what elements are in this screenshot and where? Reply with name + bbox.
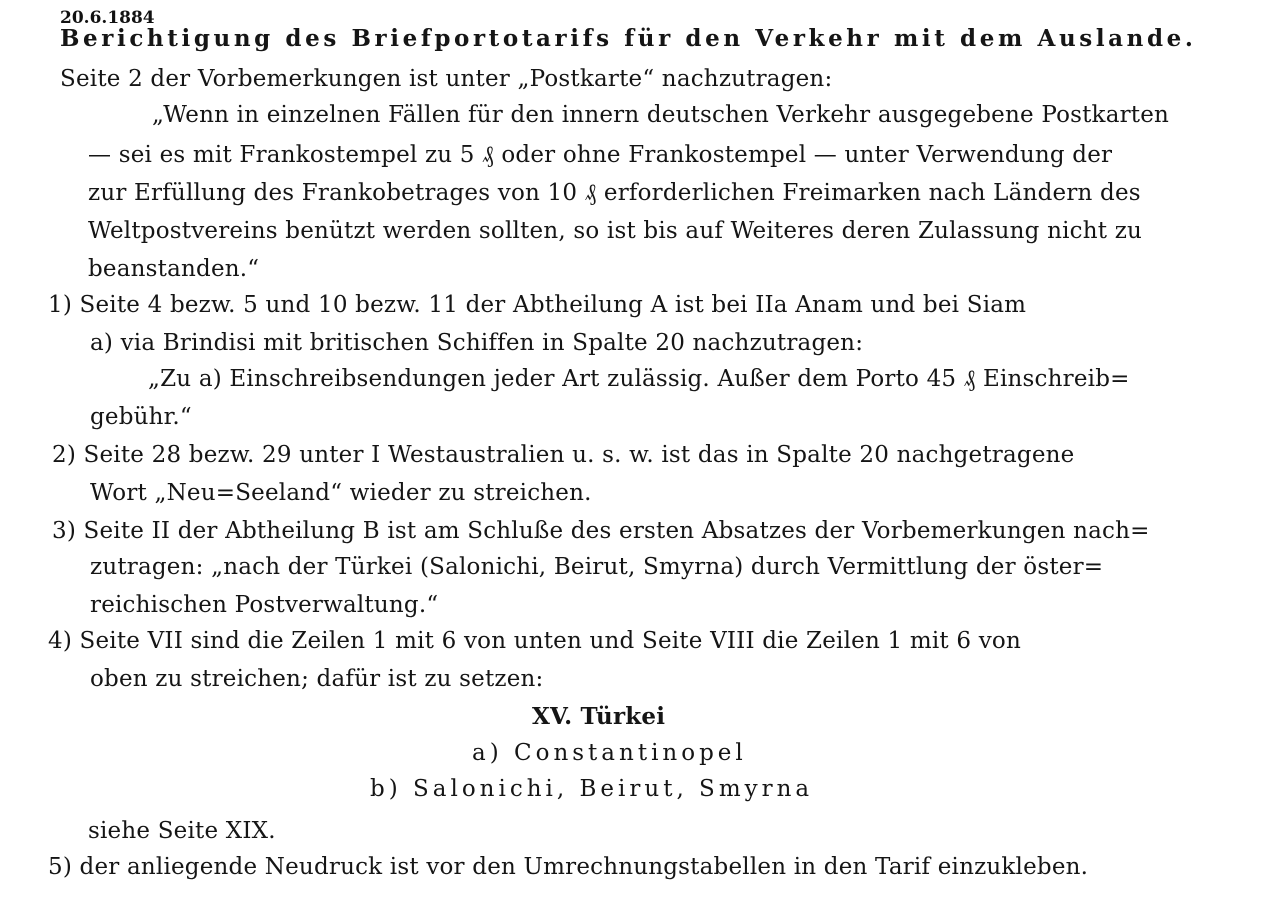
sub-heading-a: a) Constantinopel <box>472 740 747 766</box>
text-line: siehe Seite XIX. <box>88 818 276 844</box>
list-item-2: 2) Seite 28 bezw. 29 unter I Westaustralien u. s. w. ist das in Spalte 20 nachgetragene <box>52 442 1075 468</box>
text-line: Seite 2 der Vorbemerkungen ist unter „Postkarte“ nachzutragen: <box>60 66 833 92</box>
sub-heading-b: b) Salonichi, Beirut, Smyrna <box>370 776 814 802</box>
text-line: beanstanden.“ <box>88 256 260 282</box>
document-title: Berichtigung des Briefportotarifs für den Verkehr mit dem Auslande. <box>60 25 1197 52</box>
section-heading: XV. Türkei <box>532 703 666 730</box>
text-line: Weltpostvereins benützt werden sollten, so ist bis auf Weiteres deren Zulassung nicht zu <box>88 218 1143 244</box>
text-line: „Zu a) Einschreibsendungen jeder Art zulässig. Außer dem Porto 45 ₰ Einschreib= <box>148 366 1130 392</box>
text-line: Wort „Neu=Seeland“ wieder zu streichen. <box>90 480 592 506</box>
text-line: zutragen: „nach der Türkei (Salonichi, Beirut, Smyrna) durch Vermittlung der öster= <box>90 554 1104 580</box>
list-item-3: 3) Seite II der Abtheilung B ist am Schluße des ersten Absatzes der Vorbemerkungen nach= <box>52 518 1150 544</box>
date-label: 20.6.1884 <box>60 8 155 28</box>
list-item-1: 1) Seite 4 bezw. 5 und 10 bezw. 11 der Abtheilung A ist bei IIa Anam und bei Siam <box>48 292 1027 318</box>
text-line: gebühr.“ <box>90 404 192 430</box>
text-line: zur Erfüllung des Frankobetrages von 10 ₰ erforderlichen Freimarken nach Ländern des <box>88 180 1141 206</box>
list-item-4: 4) Seite VII sind die Zeilen 1 mit 6 von unten und Seite VIII die Zeilen 1 mit 6 von <box>48 628 1021 654</box>
text-line: — sei es mit Frankostempel zu 5 ₰ oder ohne Frankostempel — unter Verwendung der <box>88 142 1113 168</box>
text-line: oben zu streichen; dafür ist zu setzen: <box>90 666 544 692</box>
list-item-5: 5) der anliegende Neudruck ist vor den Umrechnungstabellen in den Tarif einzukleben. <box>48 854 1089 880</box>
text-line: „Wenn in einzelnen Fällen für den innern deutschen Verkehr ausgegebene Postkarten <box>152 102 1170 128</box>
text-line: reichischen Postverwaltung.“ <box>90 592 439 618</box>
text-line: a) via Brindisi mit britischen Schiffen in Spalte 20 nachzutragen: <box>90 330 864 356</box>
